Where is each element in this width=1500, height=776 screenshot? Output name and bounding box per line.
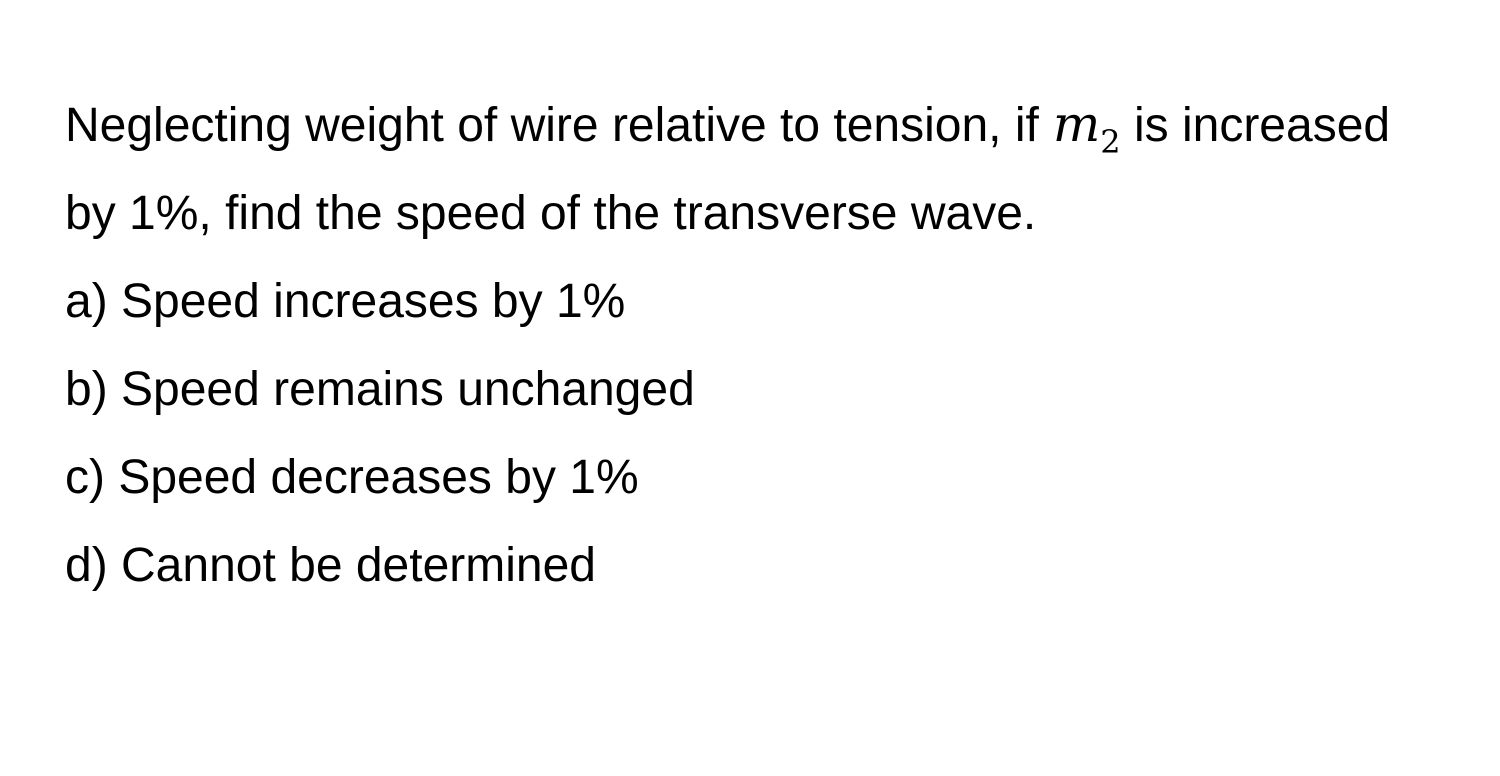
option-b: b) Speed remains unchanged bbox=[65, 363, 695, 416]
option-a: a) Speed increases by 1% bbox=[65, 275, 626, 328]
question-block bbox=[65, 80, 1445, 610]
math-variable: m bbox=[1052, 95, 1101, 153]
option-d: d) Cannot be determined bbox=[65, 539, 596, 592]
answer-options bbox=[65, 258, 1445, 610]
question-text-after: is increased by 1%, find the speed of the transverse wave. bbox=[65, 99, 1391, 240]
question-text bbox=[65, 80, 1445, 258]
option-c: c) Speed decreases by 1% bbox=[65, 451, 639, 504]
math-subscript: 2 bbox=[1100, 123, 1121, 161]
math-variable-m2 bbox=[1052, 95, 1121, 161]
question-text-before: Neglecting weight of wire relative to tension, if bbox=[65, 99, 1039, 152]
